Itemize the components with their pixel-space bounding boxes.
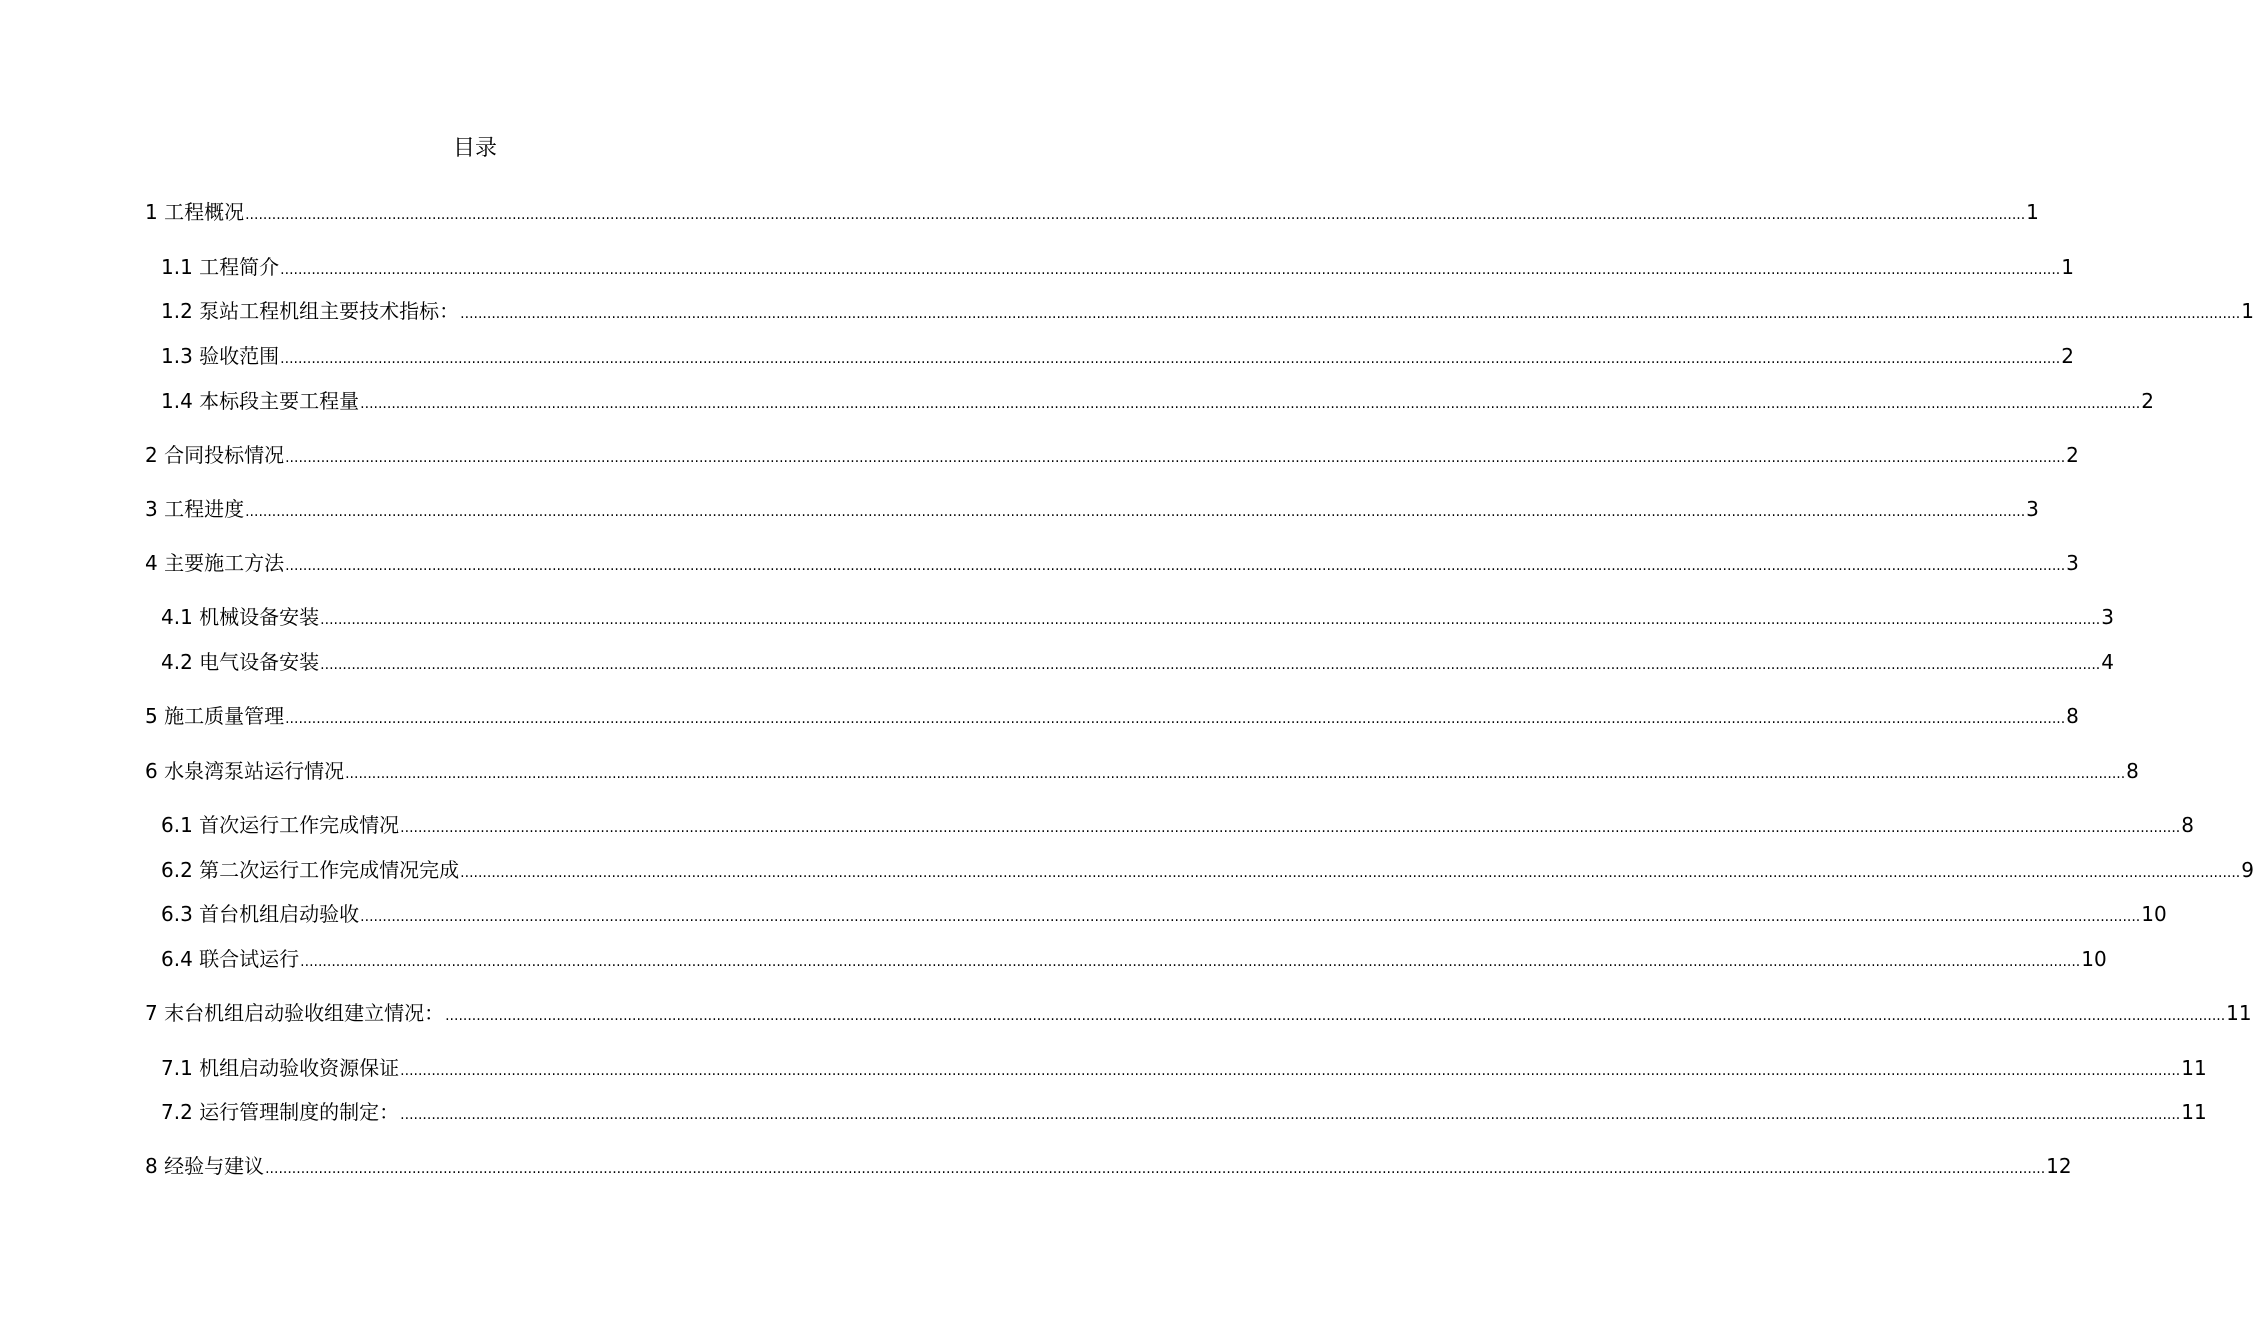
toc-page-number: 3 <box>2026 497 2039 521</box>
toc-page-number: 1 <box>2026 200 2039 224</box>
toc-entry[interactable] <box>161 1097 2207 1127</box>
toc-entry[interactable] <box>161 944 2107 974</box>
toc-entry[interactable] <box>145 756 2139 786</box>
toc-page-number: 8 <box>2181 813 2194 837</box>
toc-entry[interactable] <box>161 341 2074 371</box>
toc-page-number: 11 <box>2181 1100 2207 1124</box>
toc-page-number: 12 <box>2046 1154 2072 1178</box>
toc-entry-title: 1.4 本标段主要工程量 <box>161 389 360 413</box>
toc-dot-leader: ................................................................................................................................................................................................................................................................................................................................................................................................................ <box>460 865 2241 881</box>
toc-entry[interactable] <box>161 855 2254 885</box>
toc-dot-leader: ................................................................................................................................................................................................................................................................................................................................................................................................................ <box>345 766 2126 782</box>
toc-entry[interactable] <box>161 602 2114 632</box>
toc-entry[interactable] <box>145 494 2039 524</box>
toc-entry-title: 8 经验与建议 <box>145 1154 265 1178</box>
toc-entry[interactable] <box>145 440 2079 470</box>
toc-dot-leader: ................................................................................................................................................................................................................................................................................................................................................................................................................ <box>285 450 2066 466</box>
toc-entry-title: 1.1 工程简介 <box>161 255 280 279</box>
toc-dot-leader: ................................................................................................................................................................................................................................................................................................................................................................................................................ <box>285 558 2066 574</box>
toc-entry-title: 6.3 首台机组启动验收 <box>161 902 360 926</box>
toc-page-number: 3 <box>2066 551 2079 575</box>
toc-entry[interactable] <box>161 296 2254 326</box>
toc-entry-title: 7.1 机组启动验收资源保证 <box>161 1056 400 1080</box>
toc-page-number: 1 <box>2061 255 2074 279</box>
toc-dot-leader: ................................................................................................................................................................................................................................................................................................................................................................................................................ <box>400 1063 2181 1079</box>
toc-entry-title: 2 合同投标情况 <box>145 443 285 467</box>
toc-dot-leader: ................................................................................................................................................................................................................................................................................................................................................................................................................ <box>245 504 2026 520</box>
toc-dot-leader: ................................................................................................................................................................................................................................................................................................................................................................................................................ <box>300 954 2081 970</box>
toc-dot-leader: ................................................................................................................................................................................................................................................................................................................................................................................................................ <box>460 306 2241 322</box>
toc-dot-leader: ................................................................................................................................................................................................................................................................................................................................................................................................................ <box>280 351 2061 367</box>
toc-page-number: 10 <box>2141 902 2167 926</box>
toc-page-number: 2 <box>2066 443 2079 467</box>
toc-page-number: 1 <box>2241 299 2254 323</box>
toc-entry-title: 1.2 泵站工程机组主要技术指标： <box>161 299 460 323</box>
toc-entry-title: 4.1 机械设备安装 <box>161 605 320 629</box>
toc-dot-leader: ................................................................................................................................................................................................................................................................................................................................................................................................................ <box>360 909 2141 925</box>
toc-page-number: 8 <box>2126 759 2139 783</box>
toc-title: 目录 <box>452 136 497 161</box>
toc-dot-leader: ................................................................................................................................................................................................................................................................................................................................................................................................................ <box>445 1008 2226 1024</box>
toc-dot-leader: ................................................................................................................................................................................................................................................................................................................................................................................................................ <box>320 657 2101 673</box>
toc-dot-leader: ................................................................................................................................................................................................................................................................................................................................................................................................................ <box>360 396 2141 412</box>
toc-entry-title: 6 水泉湾泵站运行情况 <box>145 759 345 783</box>
toc-entry-title: 6.2 第二次运行工作完成情况完成 <box>161 858 460 882</box>
toc-entry[interactable] <box>161 810 2194 840</box>
toc-dot-leader: ................................................................................................................................................................................................................................................................................................................................................................................................................ <box>280 262 2061 278</box>
toc-dot-leader: ................................................................................................................................................................................................................................................................................................................................................................................................................ <box>285 711 2066 727</box>
toc-dot-leader: ................................................................................................................................................................................................................................................................................................................................................................................................................ <box>400 1107 2181 1123</box>
toc-entry-title: 4.2 电气设备安装 <box>161 650 320 674</box>
toc-page-number: 9 <box>2241 858 2254 882</box>
toc-page-number: 3 <box>2101 605 2114 629</box>
toc-page-number: 2 <box>2141 389 2154 413</box>
toc-page-number: 10 <box>2081 947 2107 971</box>
toc-entry-title: 5 施工质量管理 <box>145 704 285 728</box>
toc-entry[interactable] <box>145 197 2039 227</box>
toc-entry-title: 7.2 运行管理制度的制定： <box>161 1100 400 1124</box>
toc-entry[interactable] <box>145 998 2252 1028</box>
toc-page-number: 4 <box>2101 650 2114 674</box>
toc-entry[interactable] <box>161 1053 2207 1083</box>
toc-entry-title: 1.3 验收范围 <box>161 344 280 368</box>
toc-entry[interactable] <box>161 252 2074 282</box>
toc-entry[interactable] <box>145 1151 2072 1181</box>
toc-entry-title: 7 末台机组启动验收组建立情况： <box>145 1001 445 1025</box>
toc-entry[interactable] <box>145 548 2079 578</box>
toc-entry-title: 6.1 首次运行工作完成情况 <box>161 813 400 837</box>
toc-entry-title: 4 主要施工方法 <box>145 551 285 575</box>
toc-entry-title: 1 工程概况 <box>145 200 245 224</box>
toc-page-number: 11 <box>2181 1056 2207 1080</box>
toc-entry[interactable] <box>161 899 2167 929</box>
toc-entry-title: 3 工程进度 <box>145 497 245 521</box>
toc-page-number: 2 <box>2061 344 2074 368</box>
toc-dot-leader: ................................................................................................................................................................................................................................................................................................................................................................................................................ <box>245 207 2026 223</box>
toc-entry-title: 6.4 联合试运行 <box>161 947 300 971</box>
toc-entry[interactable] <box>161 386 2154 416</box>
toc-dot-leader: ................................................................................................................................................................................................................................................................................................................................................................................................................ <box>320 612 2101 628</box>
toc-entry[interactable] <box>161 647 2114 677</box>
toc-dot-leader: ................................................................................................................................................................................................................................................................................................................................................................................................................ <box>265 1161 2046 1177</box>
toc-dot-leader: ................................................................................................................................................................................................................................................................................................................................................................................................................ <box>400 820 2181 836</box>
toc-entry[interactable] <box>145 701 2079 731</box>
toc-page-number: 8 <box>2066 704 2079 728</box>
toc-page-number: 11 <box>2226 1001 2252 1025</box>
